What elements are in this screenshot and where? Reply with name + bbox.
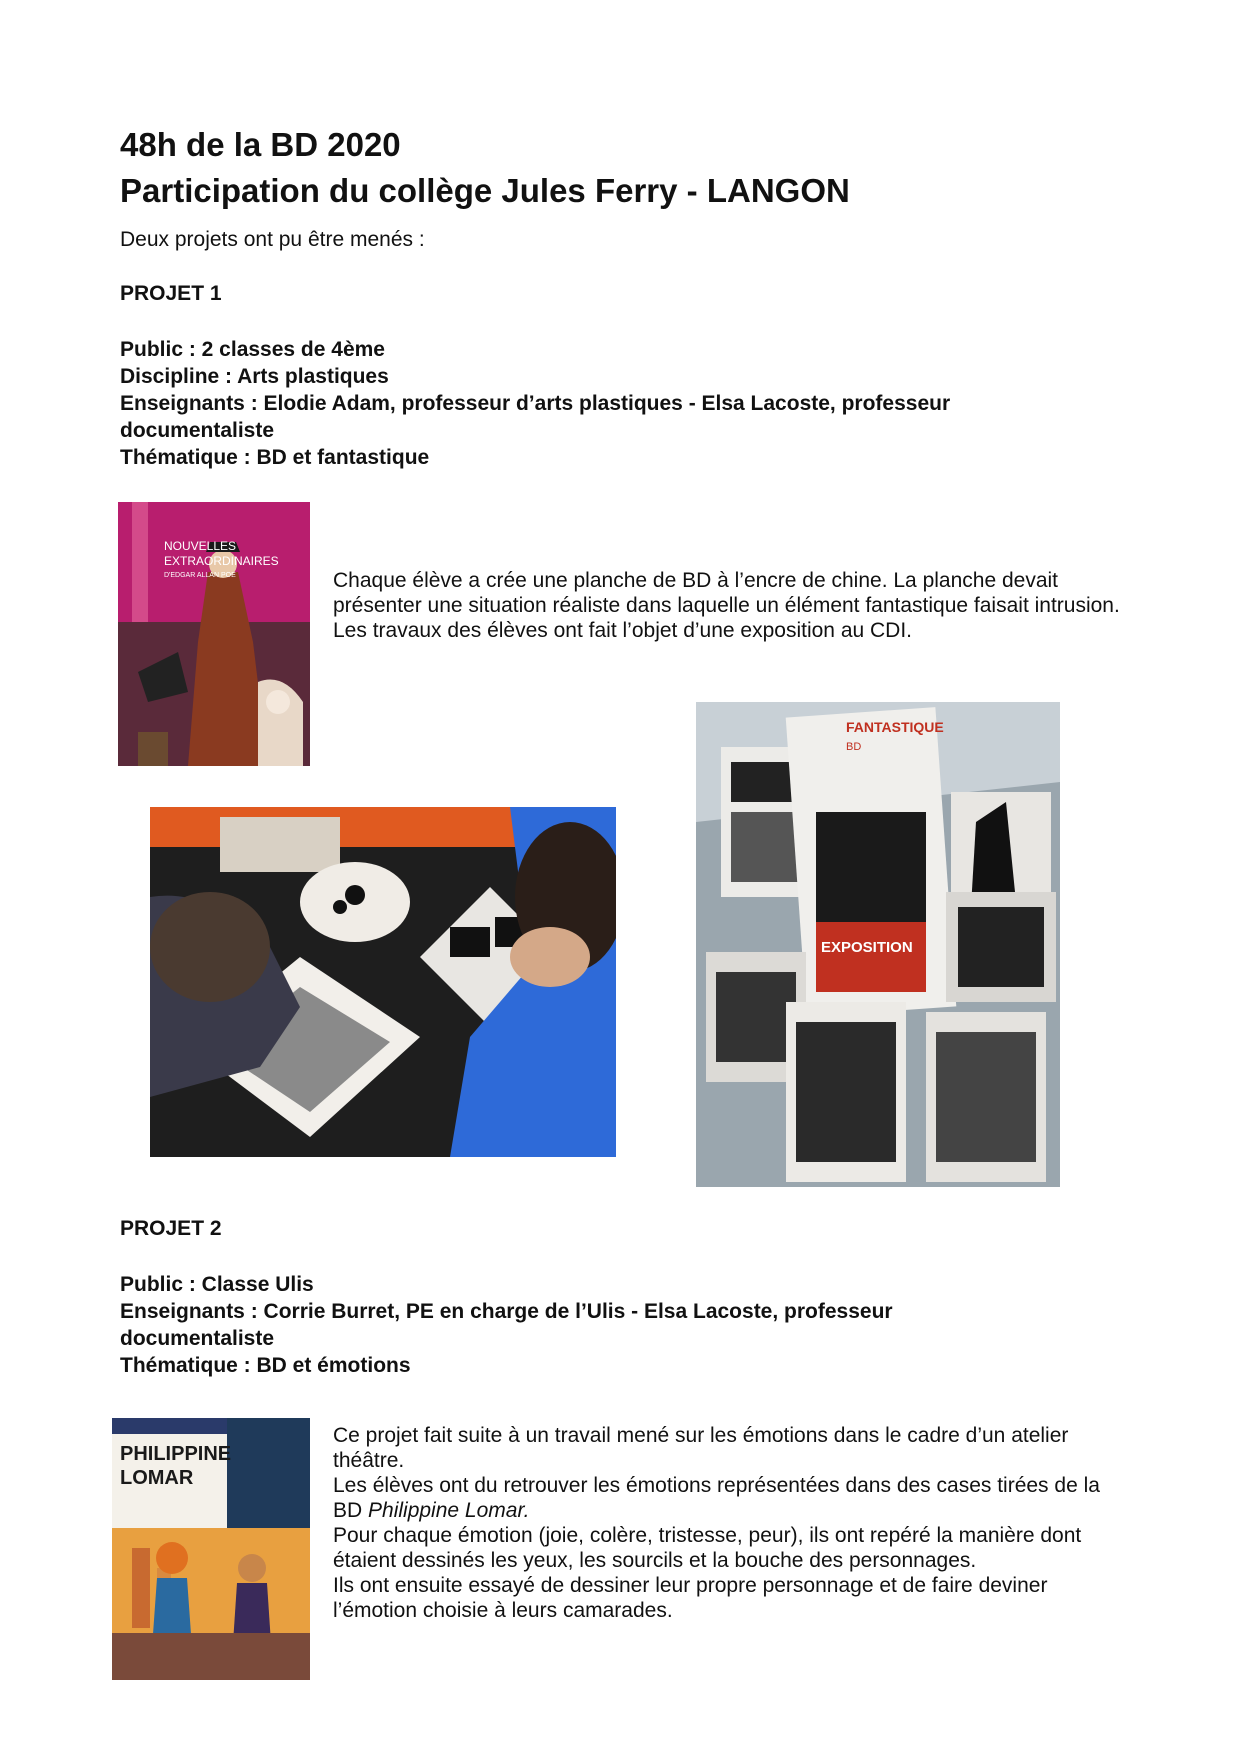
page-title (120, 122, 850, 214)
title-line-1: 48h de la BD 2020 (120, 126, 401, 163)
project1-heading: PROJET 1 (120, 282, 222, 305)
expo-poster-banner: EXPOSITION (821, 939, 913, 956)
poe-book-cover (118, 502, 310, 766)
exhibition-photo (696, 702, 1060, 1187)
project2-desc-3: Pour chaque émotion (joie, colère, tristesse, peur), ils ont repéré la manière dont étaient dessinés les yeux, les sourcils et la bouche des personnages. (333, 1524, 1082, 1572)
project2-teachers-line1: Enseignants : Corrie Burret, PE en charge de l’Ulis - Elsa Lacoste, professeur (120, 1300, 893, 1323)
project2-description (333, 1423, 1133, 1623)
expo-poster-subtitle: BD (846, 741, 862, 753)
project1-public: Public : 2 classes de 4ème (120, 338, 385, 361)
poe-cover-title-2: EXTRAORDINAIRES (164, 554, 279, 568)
lomar-cover-title-2: LOMAR (120, 1467, 194, 1489)
project1-theme: Thématique : BD et fantastique (120, 446, 430, 469)
poe-cover-title-1: NOUVELLES (164, 539, 237, 553)
philippine-lomar-cover (112, 1418, 310, 1680)
project2-teachers-line2: documentaliste (120, 1327, 275, 1350)
project2-desc-4: Ils ont ensuite essayé de dessiner leur propre personnage et de faire deviner l’émotion choisie à leurs camarades. (333, 1574, 1048, 1622)
poe-cover-author: D'EDGAR ALLAN POE (164, 572, 236, 579)
project2-meta (120, 1271, 1050, 1379)
project1-meta (120, 336, 1050, 471)
project1-description (333, 568, 1123, 643)
project1-teachers-line2: documentaliste (120, 419, 275, 442)
title-line-2: Participation du collège Jules Ferry - LANGON (120, 172, 850, 209)
project1-desc-2: Les travaux des élèves ont fait l’objet d’une exposition au CDI. (333, 619, 913, 642)
project2-heading: PROJET 2 (120, 1217, 222, 1240)
project1-desc-1: Chaque élève a crée une planche de BD à l’encre de chine. La planche devait présenter une situation réaliste dans laquelle un élément fantastique faisait intrusion. (333, 569, 1120, 617)
philippine-lomar-title: Philippine Lomar. (368, 1499, 530, 1522)
project2-desc-2 (333, 1473, 1133, 1523)
project2-desc-1: Ce projet fait suite à un travail mené sur les émotions dans le cadre d’un atelier théâtre. (333, 1424, 1069, 1472)
project2-theme: Thématique : BD et émotions (120, 1354, 411, 1377)
project2-desc-2-text: Les élèves ont du retrouver les émotions représentées dans des cases tirées de la BD (333, 1474, 1100, 1522)
lomar-cover-title-1: PHILIPPINE (120, 1443, 232, 1465)
project1-discipline: Discipline : Arts plastiques (120, 365, 389, 388)
project2-public: Public : Classe Ulis (120, 1273, 314, 1296)
students-drawing-photo (150, 807, 616, 1157)
expo-poster-title: FANTASTIQUE (846, 719, 944, 735)
project1-teachers-line1: Enseignants : Elodie Adam, professeur d’arts plastiques - Elsa Lacoste, professeur (120, 392, 951, 415)
intro-text: Deux projets ont pu être menés : (120, 228, 425, 251)
